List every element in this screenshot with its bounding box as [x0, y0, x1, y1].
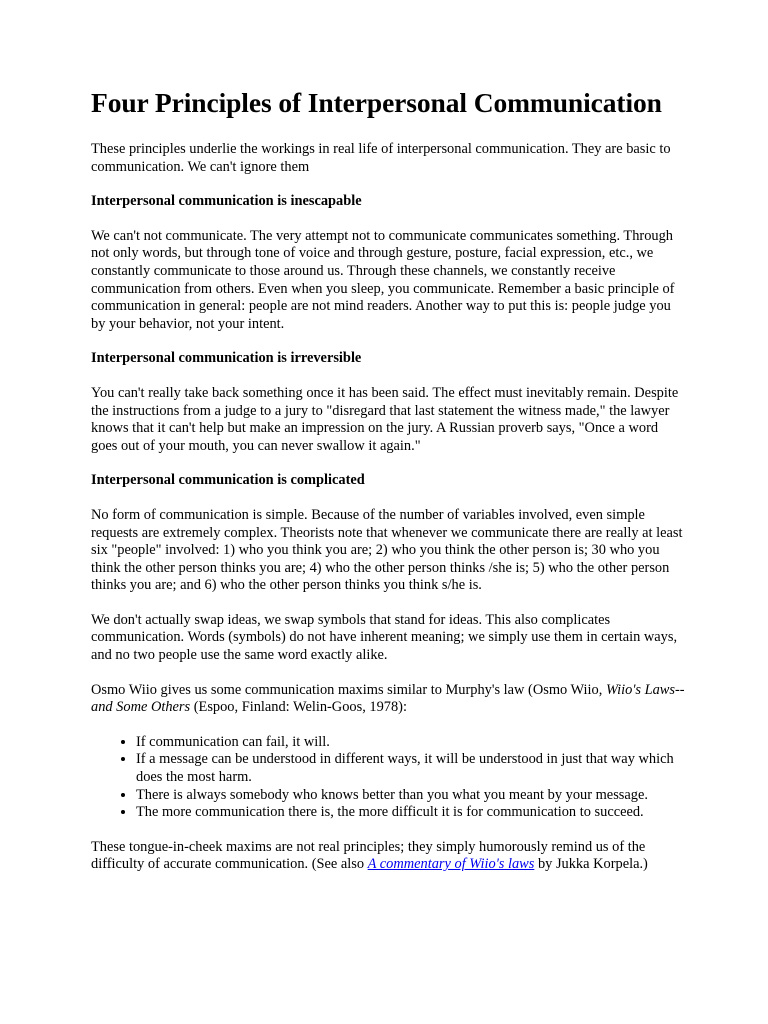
wiio-commentary-link[interactable]: A commentary of Wiio's laws [367, 856, 535, 873]
closing-tail: by Jukka Korpela.) [534, 856, 648, 873]
symbols-paragraph: We don't actually swap ideas, we swap symbols that stand for ideas. This also complicates communication. Words (symbols) do not have inherent meaning; we simply use them in certain ways, and no two people use the same word exactly alike. [91, 611, 678, 664]
maxims-list [91, 734, 688, 822]
intro-paragraph: These principles underlie the workings in real life of interpersonal communication. They are basic to communication. We can't ignore them [91, 141, 671, 175]
section-heading-irreversible: Interpersonal communication is irreversible [91, 350, 362, 367]
list-item: • The more communication there is, the more difficult it is for communication to succeed. [136, 804, 688, 822]
section-body-inescapable: We can't not communicate. The very attempt not to communicate communicates something. Through not only words, but through tone of voice and through gesture, posture, facial expression, etc., we constantly communicate to those around us. Through these channels, we constantly receive communication from others. Even when you sleep, you communicate. Remember a basic principle of communication in general: people are not mind readers. Another way to put this is: people judge you by your behavior, not your intent. [91, 227, 675, 332]
page-title: Four Principles of Interpersonal Communication [91, 87, 662, 118]
section-body-complicated: No form of communication is simple. Because of the number of variables involved, even simple requests are extremely complex. Theorists note that whenever we communicate there are really at least six "people" involved: 1) who you think you are; 2) who you think the other person is; 30 who you think the other person thinks you are; 4) who the other person thinks /she is; 5) who the other person thinks you are; and 6) who the other person thinks you think s/he is. [91, 506, 683, 594]
wiio-tail: (Espoo, Finland: Welin-Goos, 1978): [190, 699, 407, 716]
wiio-lead: Osmo Wiio gives us some communication maxims similar to Murphy's law (Osmo Wiio, [91, 681, 606, 698]
closing-lead: These tongue-in-cheek maxims are not real principles; they simply humorously remind us of the difficulty of accurate communication. (See also [91, 838, 646, 873]
list-item: • If a message can be understood in different ways, it will be understood in just that way which does the most harm. [136, 751, 688, 786]
section-heading-complicated: Interpersonal communication is complicated [91, 472, 365, 489]
list-item: • There is always somebody who knows better than you what you meant by your message. [136, 787, 688, 805]
list-item: • If communication can fail, it will. [136, 734, 688, 752]
wiio-paragraph [91, 682, 688, 717]
section-body-irreversible: You can't really take back something once it has been said. The effect must inevitably remain. Despite the instructions from a judge to a jury to "disregard that last statement the witness made," the lawyer knows that it can't help but make an impression on the jury. A Russian proverb says, "Once a word goes out of your mouth, you can never swallow it again." [91, 384, 679, 454]
section-heading-inescapable: Interpersonal communication is inescapable [91, 193, 362, 210]
wiio-book-title: Wiio's Laws--and Some Others [91, 681, 685, 716]
closing-paragraph [91, 839, 688, 874]
